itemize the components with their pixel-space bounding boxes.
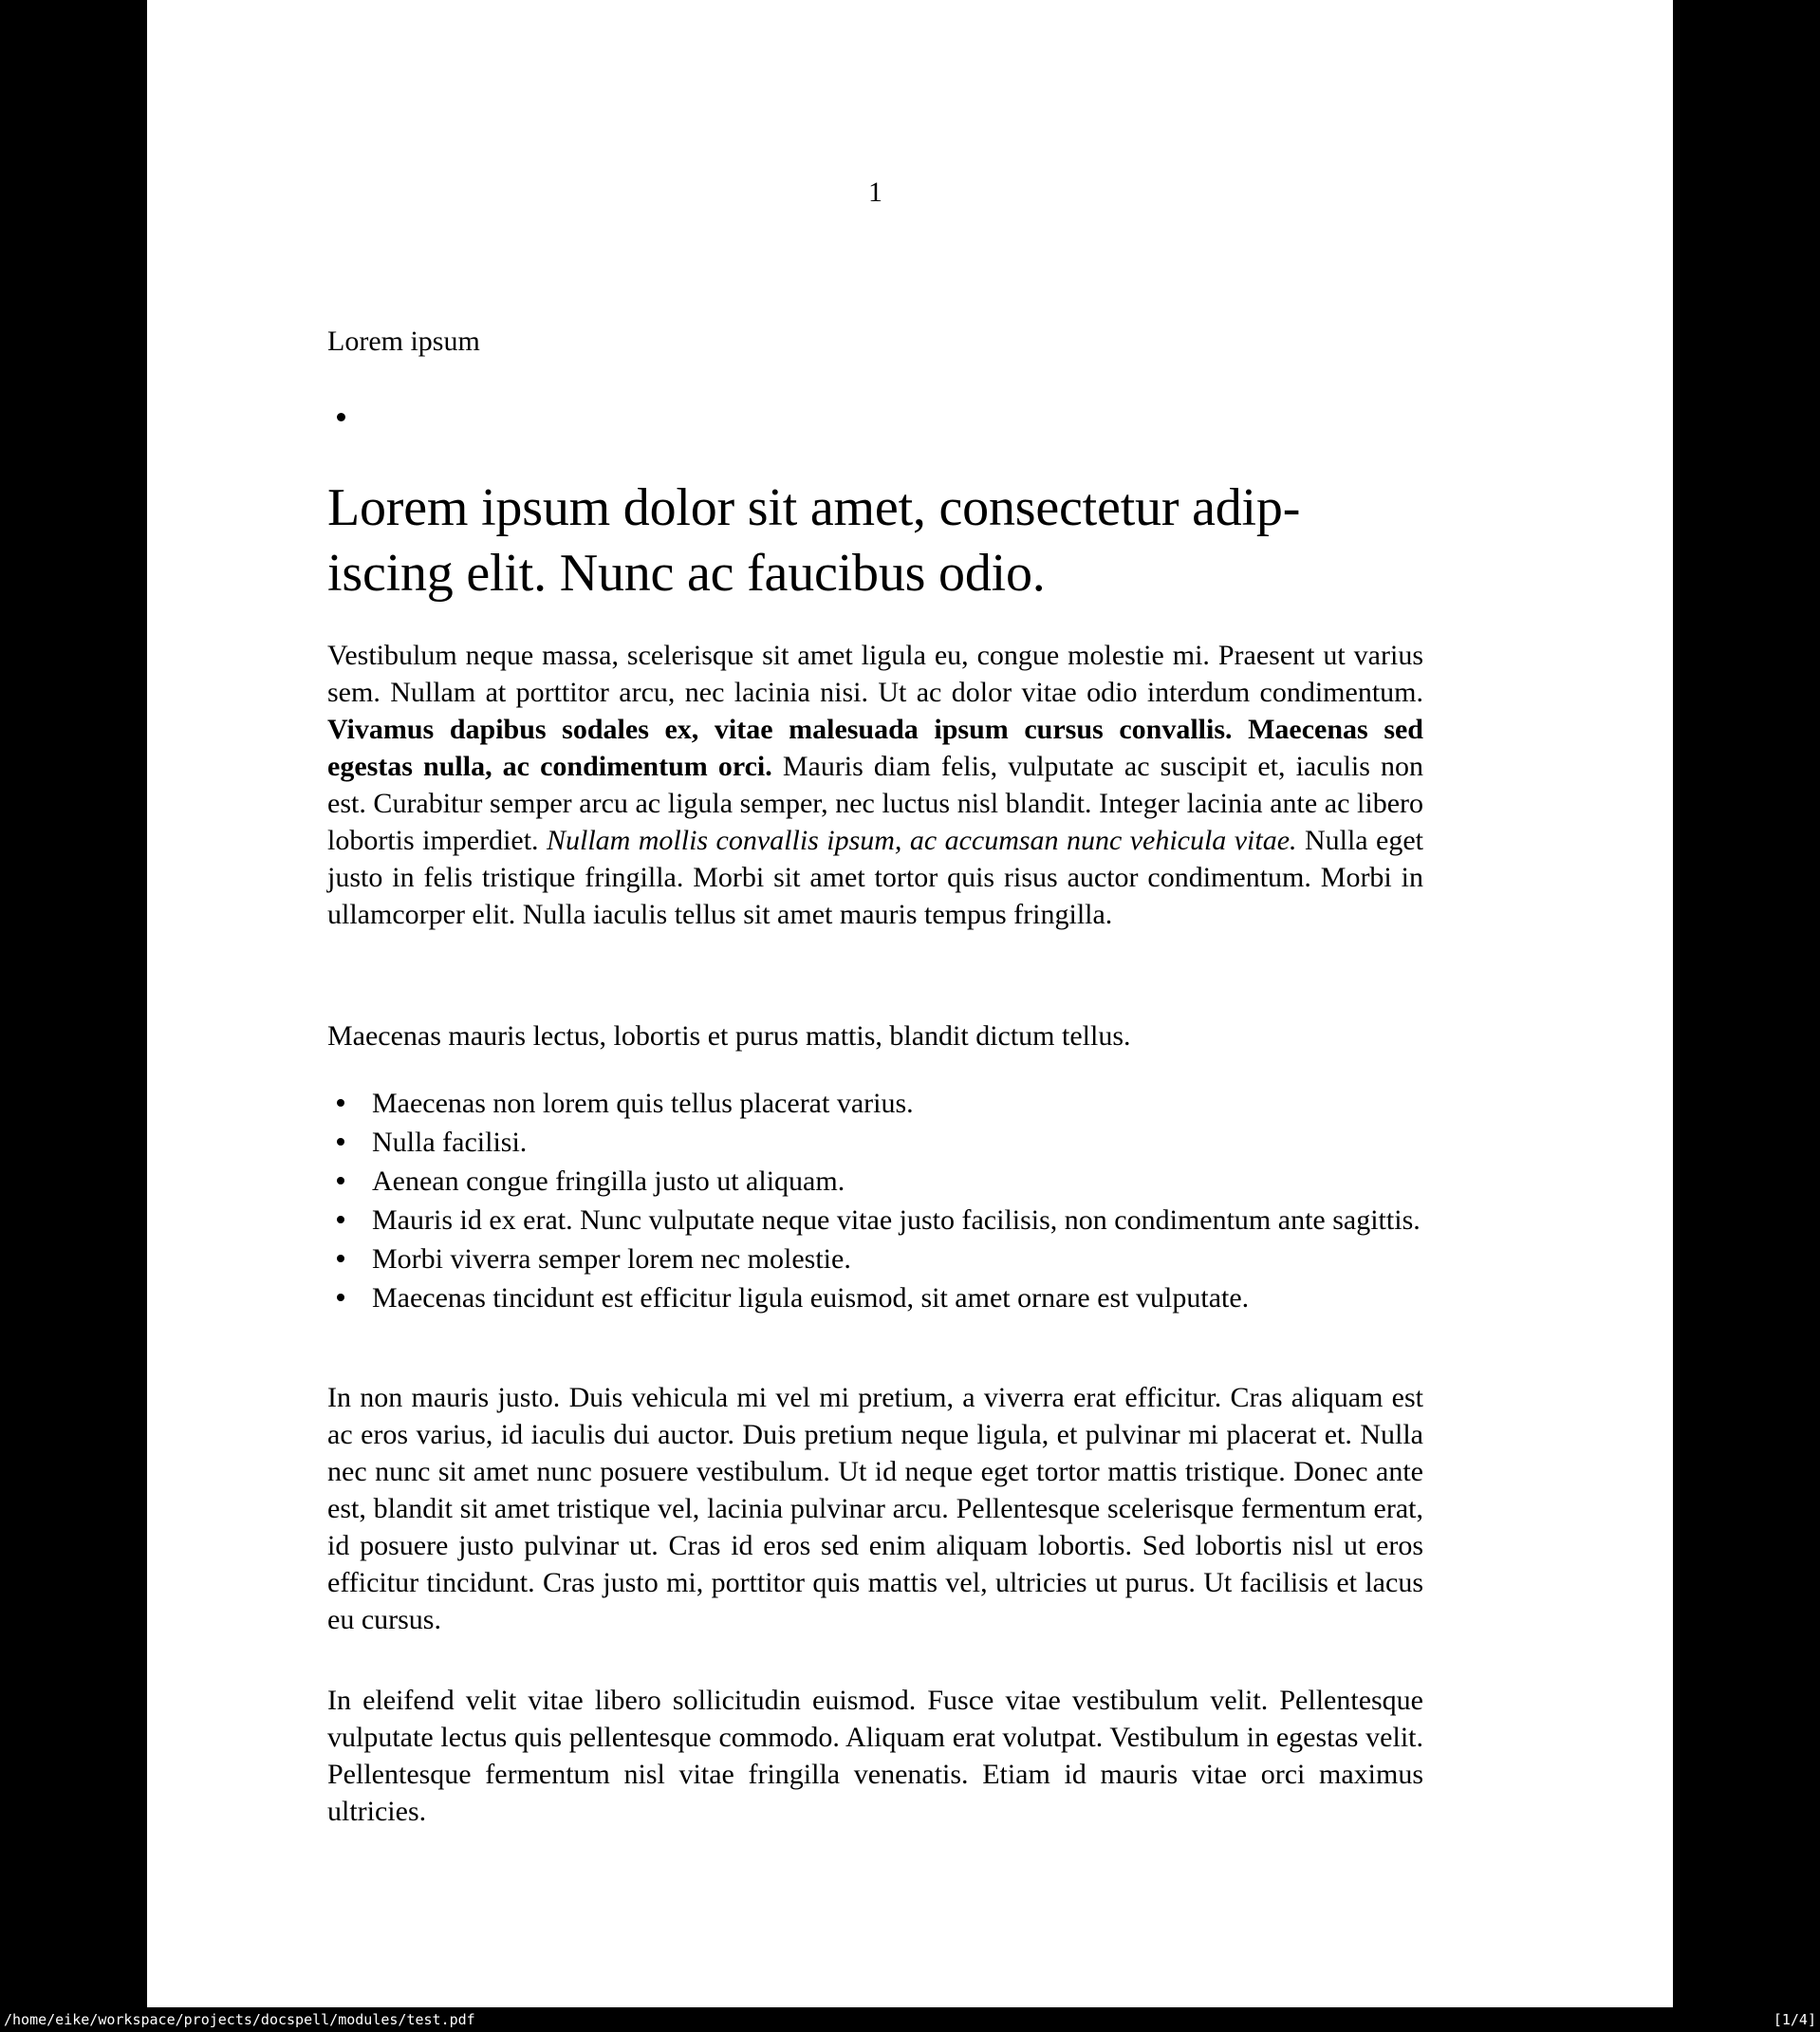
list-item-text: Aenean congue fringilla justo ut aliquam. bbox=[372, 1165, 845, 1197]
bullet-dot-icon bbox=[337, 1294, 344, 1301]
paragraph-1-run: Vestibulum neque massa, scelerisque sit amet ligula eu, congue molestie mi. Praesent ut varius sem. Nullam at porttitor arcu, nec lacinia nisi. Ut ac dolor vitae odio interdum condimentum. bbox=[327, 640, 1423, 708]
intro-label: Lorem ipsum bbox=[327, 326, 480, 357]
bullet-list bbox=[327, 1085, 1423, 1318]
list-item-text: Maecenas tincidunt est efficitur ligula euismod, sit amet ornare est vulputate. bbox=[372, 1282, 1250, 1314]
status-page-indicator: [1/4] bbox=[1773, 2011, 1816, 2028]
paragraph-2: Maecenas mauris lectus, lobortis et purus mattis, blandit dictum tellus. bbox=[327, 1020, 1131, 1052]
bullet-dot-icon bbox=[337, 1216, 344, 1223]
list-item bbox=[372, 1279, 1423, 1316]
page-number: 1 bbox=[868, 177, 882, 208]
list-item bbox=[372, 1124, 1423, 1161]
paragraph-1-bold-run: Vivamus dapibus sodales ex, vitae malesuada ipsum cursus convallis. Maecenas sed egestas nulla, ac condimentum orci. bbox=[327, 714, 1423, 782]
document-title-line2: iscing elit. Nunc ac faucibus odio. bbox=[327, 544, 1046, 603]
list-item-text: Mauris id ex erat. Nunc vulputate neque vitae justo facilisis, non condimentum ante sagittis. bbox=[372, 1204, 1421, 1236]
list-item-text: Nulla facilisi. bbox=[372, 1127, 528, 1158]
list-item bbox=[372, 1240, 1423, 1277]
pdf-page bbox=[147, 0, 1673, 2007]
status-bar bbox=[0, 2007, 1820, 2032]
list-item bbox=[372, 1163, 1423, 1200]
list-item bbox=[372, 1085, 1423, 1122]
list-item-text: Maecenas non lorem quis tellus placerat varius. bbox=[372, 1088, 914, 1119]
paragraph-3: In non mauris justo. Duis vehicula mi vel mi pretium, a viverra erat efficitur. Cras aliquam est ac eros varius, id iaculis dui auctor. Duis pretium neque ligula, et pulvinar mi placerat et. Nulla nec nunc sit amet nunc posuere vestibulum. Ut id neque eget tortor mattis tristique. Donec ante est, blandit sit amet tristique vel, lacinia pulvinar arcu. Pellentesque scelerisque fermentum erat, id posuere justo pulvinar ut. Cras id eros sed enim aliquam lobortis. Sed lobortis nisl ut eros efficitur tincidunt. Cras justo mi, porttitor quis mattis vel, ultricies ut purus. Ut facilisis et lacus eu cursus. bbox=[327, 1382, 1423, 1635]
bullet-dot-icon bbox=[337, 1255, 344, 1262]
list-item-text: Morbi viverra semper lorem nec molestie. bbox=[372, 1243, 851, 1275]
paragraph-1-run: Nulla eget justo in felis tristique fringilla. Morbi sit amet tortor quis risus auctor condimentum. Morbi in ullamcorper elit. Nulla iaculis tellus sit amet mauris tempus fringilla. bbox=[327, 825, 1424, 930]
bullet-dot-icon bbox=[337, 1138, 344, 1146]
bullet-dot-icon bbox=[337, 1099, 344, 1107]
paragraph-1 bbox=[327, 637, 1423, 933]
paragraph-1-italic-run: Nullam mollis convallis ipsum, ac accumsan nunc vehicula vitae. bbox=[546, 825, 1297, 856]
bullet-dot-icon bbox=[337, 1177, 344, 1184]
paragraph-4: In eleifend velit vitae libero sollicitudin euismod. Fusce vitae vestibulum velit. Pellentesque vulputate lectus quis pellentesque commodo. Aliquam erat volutpat. Vestibulum in egestas velit. Pellentesque fermentum nisl vitae fringilla venenatis. Etiam id mauris vitae orci maximus ultricies. bbox=[327, 1685, 1423, 1827]
paragraph-1-run: Mauris diam felis, vulputate ac suscipit et, iaculis non est. Curabitur semper arcu ac ligula semper, nec luctus nisl blandit. Integer lacinia ante ac libero lobortis imperdiet. bbox=[327, 751, 1423, 856]
list-item bbox=[372, 1202, 1423, 1239]
bullet-dot-icon bbox=[337, 413, 345, 421]
status-filepath: /home/eike/workspace/projects/docspell/modules/test.pdf bbox=[4, 2011, 475, 2028]
document-title-line1: Lorem ipsum dolor sit amet, consectetur adip- bbox=[327, 478, 1301, 537]
document-title bbox=[327, 475, 1423, 606]
